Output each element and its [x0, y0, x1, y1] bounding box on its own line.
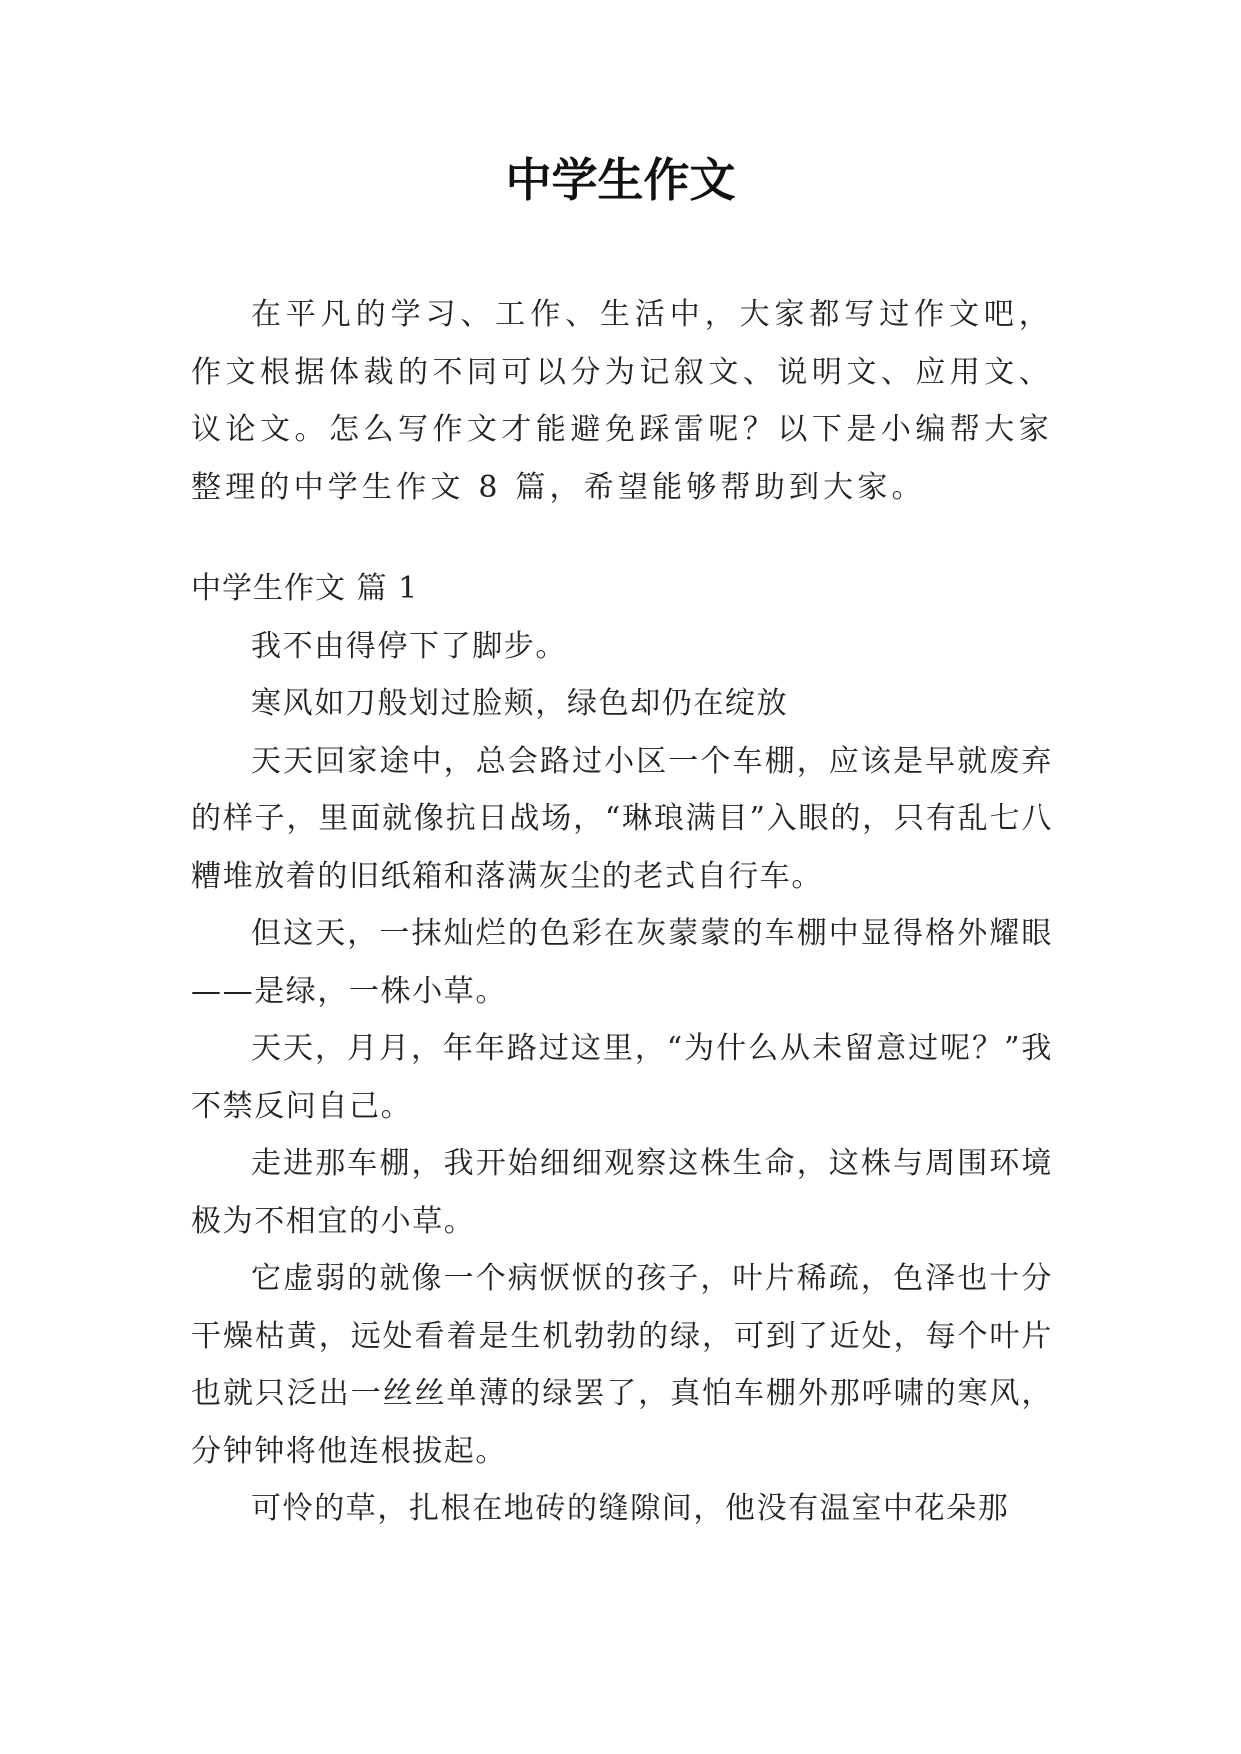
- intro-paragraph: 在平凡的学习、工作、生活中，大家都写过作文吧，作文根据体裁的不同可以分为记叙文、说明文、应用文、议论文。怎么写作文才能避免踩雷呢？以下是小编帮大家整理的中学生作文 8 篇，希望能够帮助到大家。: [191, 297, 1053, 505]
- document-body: [191, 286, 1053, 1538]
- document-title: 中学生作文: [505, 153, 736, 207]
- body-paragraph: 寒风如刀般划过脸颊，绿色却仍在绽放: [251, 686, 789, 721]
- body-paragraph: 天天，月月，年年路过这里，“为什么从未留意过呢？”我不禁反问自己。: [191, 1031, 1053, 1124]
- body-paragraph: 我不由得停下了脚步。: [251, 628, 567, 664]
- body-paragraph: 它虚弱的就像一个病恹恹的孩子，叶片稀疏，色泽也十分干燥枯黄，远处看着是生机勃勃的绿，可到了近处，每个叶片也就只泛出一丝丝单薄的绿罢了，真怕车棚外那呼啸的寒风，分钟钟将他连根拔起。: [191, 1261, 1053, 1469]
- body-paragraph: 天天回家途中，总会路过小区一个车棚，应该是早就废弃的样子，里面就像抗日战场，“琳琅满目”入眼的，只有乱七八糟堆放着的旧纸箱和落满灰尘的老式自行车。: [191, 743, 1053, 894]
- section-heading: 中学生作文 篇 1: [191, 571, 419, 606]
- body-paragraph: 但这天，一抹灿烂的色彩在灰蒙蒙的车棚中显得格外耀眼——是绿，一株小草。: [191, 916, 1053, 1009]
- body-paragraph: 走进那车棚，我开始细细观察这株生命，这株与周围环境极为不相宜的小草。: [191, 1146, 1053, 1239]
- body-paragraph: 可怜的草，扎根在地砖的缝隙间，他没有温室中花朵那: [251, 1491, 1010, 1526]
